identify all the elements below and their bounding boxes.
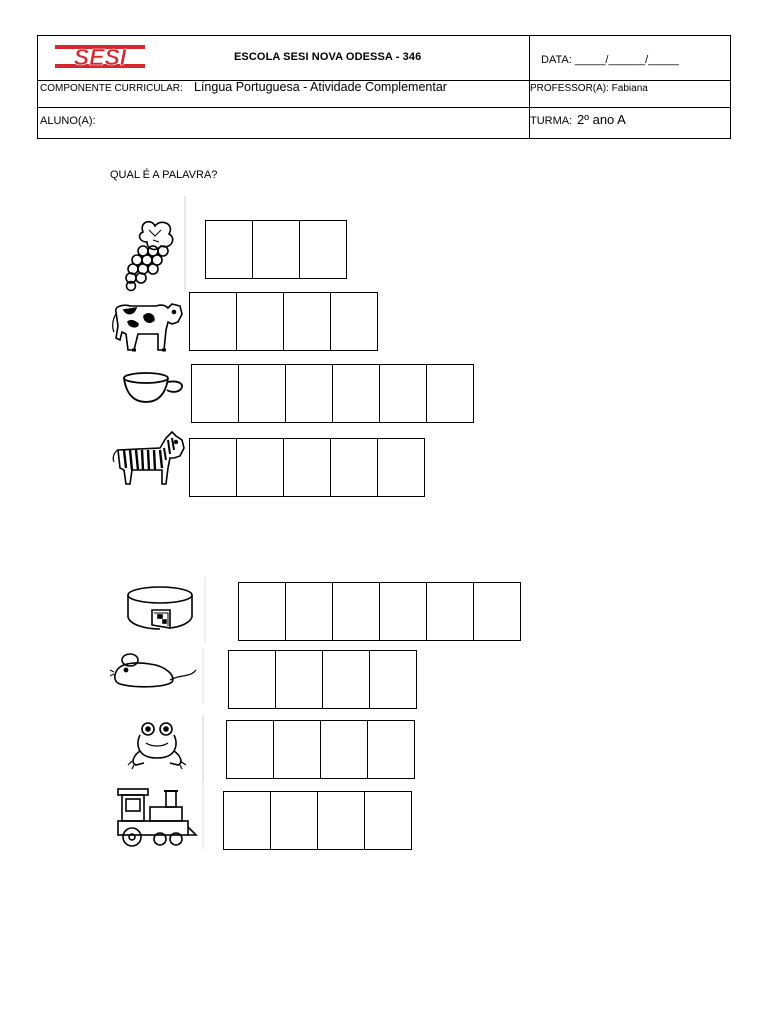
cheese-icon xyxy=(110,577,206,643)
letter-box[interactable] xyxy=(379,582,427,641)
letter-box[interactable] xyxy=(275,650,323,709)
letter-boxes-grapes xyxy=(205,220,347,279)
letter-box[interactable] xyxy=(226,720,274,779)
train-icon xyxy=(110,781,204,849)
letter-box[interactable] xyxy=(283,292,331,351)
date-field[interactable]: DATA: _____/______/_____ xyxy=(541,54,679,66)
component-label: COMPONENTE CURRICULAR: xyxy=(40,83,183,94)
cow-icon xyxy=(110,292,186,356)
letter-box[interactable] xyxy=(252,220,300,279)
letter-boxes-mouse xyxy=(228,650,417,709)
frog-icon xyxy=(110,715,204,781)
school-name: ESCOLA SESI NOVA ODESSA - 346 xyxy=(234,51,422,63)
letter-boxes-cow xyxy=(189,292,378,351)
letter-box[interactable] xyxy=(320,720,368,779)
letter-box[interactable] xyxy=(273,720,321,779)
letter-box[interactable] xyxy=(473,582,521,641)
header-table xyxy=(37,35,731,139)
letter-box[interactable] xyxy=(299,220,347,279)
svg-text:SESI: SESI xyxy=(73,44,127,70)
letter-box[interactable] xyxy=(317,791,365,850)
zebra-icon xyxy=(110,426,188,490)
sesi-logo xyxy=(55,43,145,70)
letter-box[interactable] xyxy=(285,582,333,641)
letter-box[interactable] xyxy=(426,364,474,423)
class-label: TURMA: xyxy=(530,115,573,127)
letter-box[interactable] xyxy=(322,650,370,709)
letter-box[interactable] xyxy=(332,582,380,641)
mouse-icon xyxy=(110,648,204,704)
letter-box[interactable] xyxy=(364,791,412,850)
letter-box[interactable] xyxy=(238,364,286,423)
class-value: 2º ano A xyxy=(577,112,626,127)
letter-boxes-cup xyxy=(191,364,474,423)
grapes-icon xyxy=(111,196,187,292)
letter-box[interactable] xyxy=(369,650,417,709)
letter-box[interactable] xyxy=(330,438,378,497)
letter-box[interactable] xyxy=(228,650,276,709)
cup-icon xyxy=(116,366,188,412)
letter-box[interactable] xyxy=(367,720,415,779)
letter-box[interactable] xyxy=(223,791,271,850)
letter-box[interactable] xyxy=(332,364,380,423)
letter-box[interactable] xyxy=(270,791,318,850)
letter-box[interactable] xyxy=(236,292,284,351)
letter-box[interactable] xyxy=(191,364,239,423)
letter-box[interactable] xyxy=(330,292,378,351)
letter-box[interactable] xyxy=(189,438,237,497)
letter-box[interactable] xyxy=(377,438,425,497)
letter-boxes-zebra xyxy=(189,438,425,497)
letter-box[interactable] xyxy=(379,364,427,423)
letter-box[interactable] xyxy=(283,438,331,497)
letter-box[interactable] xyxy=(238,582,286,641)
letter-boxes-cheese xyxy=(238,582,521,641)
letter-box[interactable] xyxy=(426,582,474,641)
question-title: QUAL É A PALAVRA? xyxy=(110,169,218,181)
teacher-label: PROFESSOR(A): Fabiana xyxy=(530,83,648,94)
letter-box[interactable] xyxy=(285,364,333,423)
letter-boxes-train xyxy=(223,791,412,850)
student-name-field[interactable]: ALUNO(A): xyxy=(40,115,96,127)
letter-box[interactable] xyxy=(205,220,253,279)
component-value: Língua Portuguesa - Atividade Complementar xyxy=(194,80,447,94)
letter-box[interactable] xyxy=(236,438,284,497)
letter-boxes-frog xyxy=(226,720,415,779)
letter-box[interactable] xyxy=(189,292,237,351)
